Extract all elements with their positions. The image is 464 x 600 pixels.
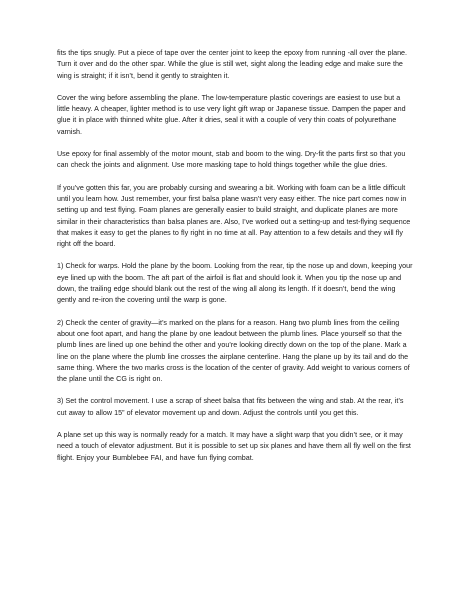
paragraph-wing-tips: fits the tips snugly. Put a piece of tape over the center joint to keep the epoxy from running -all over the plane. Turn it over and do the other spar. While the glue is still wet, sight along the leading edge and make sure the wing is straight; if it isn’t, bend it gently to straighten it. [57,49,407,80]
paragraph-cover-wing: Cover the wing before assembling the plane. The low-temperature plastic coverings are easiest to use but a little heavy. A cheaper, lighter method is to use very light gift wrap or Japanese tissue. Dampen the paper and glue it in place with thinned white glue. After it dries, seal it with a couple of very thin coats of polyurethane varnish. [57,93,406,136]
paragraph-control-movement: 3) Set the control movement. I use a scrap of sheet balsa that fits between the wing and stab. At the rear, it’s cut away to allow 15” of elevator movement up and down. Adjust the controls until you get this. [57,397,404,417]
paragraph-check-warps: 1) Check for warps. Hold the plane by the boom. Looking from the rear, tip the nose up and down, keeping your eye lined up with the boom. The aft part of the airfoil is flat and should look it. When you tip the nose up and down, the trailing edge should blank out the rest of the wing all along its length. If it doesn’t, bend the wing gently and re-iron the covering until the warp is gone. [57,262,413,305]
document-body [57,48,413,475]
paragraph-center-of-gravity: 2) Check the center of gravity—it’s marked on the plans for a reason. Hang two plumb lines from the ceiling about one foot apart, and hang the plane by one leadout between the plumb lines. Place yourself so that the plumb lines are lined up one behind the other and you’re looking directly down on the top of the plane. Mark a line on the plane where the plumb line crosses the airplane centerline. Hang the plane up by its tail and do the same thing. Where the two marks cross is the location of the center of gravity. Add weight to various corners of the plane until the CG is right on. [57,318,410,384]
paragraph-final-assembly: Use epoxy for final assembly of the motor mount, stab and boom to the wing. Dry-fit the parts first so that you can check the joints and alignment. Use more masking tape to hold things together while the glue dries. [57,150,406,170]
paragraph-setting-up: If you’ve gotten this far, you are probably cursing and swearing a bit. Working with foam can be a little difficult until you learn how. Just remember, your first balsa plane wasn’t very easy either. The nice part comes now in setting up and test flying. Foam planes are generally easier to build straight, and duplicate planes are more similar in their characteristics than balsa planes are. Also, I’ve worked out a setting-up and test-flying sequence that makes it easy to get the planes to fly right in no time at all. Pay attention to a few details and they will fly right off the board. [57,183,411,249]
paragraph-ready-for-match: A plane set up this way is normally ready for a match. It may have a slight warp that you didn’t see, or it may need a touch of elevator adjustment. But it is possible to set up six planes and have them all fly well on the first flight. Enjoy your Bumblebee FAI, and have fun flying combat. [57,431,411,462]
